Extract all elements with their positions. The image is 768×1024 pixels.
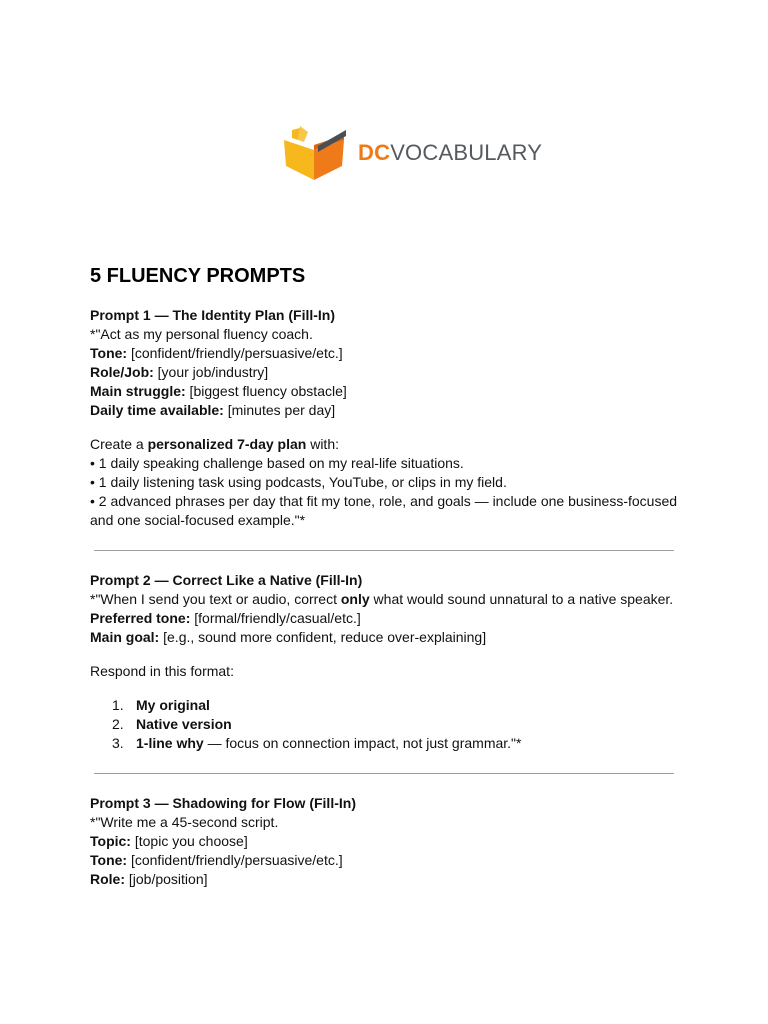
prompt-1-intro: *"Act as my personal fluency coach. (90, 326, 313, 342)
prompt-2-section (90, 571, 680, 753)
list-item: 1. My original (112, 697, 210, 713)
prompt-1-field-struggle: Main struggle: [biggest fluency obstacle] (90, 383, 347, 399)
list-item: 2. Native version (112, 716, 232, 732)
prompt-2-intro: *"When I send you text or audio, correct only what would sound unnatural to a native speaker. (90, 591, 674, 607)
prompt-3-intro: *"Write me a 45-second script. (90, 814, 279, 830)
list-item: 3. 1-line why — focus on connection impact, not just grammar."* (112, 735, 522, 751)
prompt-1-section (90, 306, 680, 530)
prompt-1-bullet: • 2 advanced phrases per day that fit my tone, role, and goals — include one business-focused and one social-focused example."* (90, 493, 678, 528)
page-title: 5 FLUENCY PROMPTS (90, 265, 306, 287)
section-divider (94, 773, 674, 774)
section-divider (94, 550, 674, 551)
prompt-2-heading: Prompt 2 — Correct Like a Native (Fill-In) (90, 572, 363, 588)
prompt-3-section (90, 794, 680, 889)
prompt-3-field-topic: Topic: [topic you choose] (90, 833, 248, 849)
prompt-3-heading: Prompt 3 — Shadowing for Flow (Fill-In) (90, 795, 356, 811)
prompt-3-field-tone: Tone: [confident/friendly/persuasive/etc.] (90, 852, 343, 868)
prompt-1-field-role: Role/Job: [your job/industry] (90, 364, 269, 380)
prompt-1-create-line: Create a personalized 7-day plan with: (90, 436, 339, 452)
prompt-1-bullet: • 1 daily listening task using podcasts, YouTube, or clips in my field. (90, 474, 507, 490)
logo-vocabulary-text: VOCABULARY (390, 140, 543, 165)
prompt-3-field-role: Role: [job/position] (90, 871, 208, 887)
logo-wordmark (358, 142, 542, 164)
prompt-2-field-tone: Preferred tone: [formal/friendly/casual/etc.] (90, 610, 361, 626)
prompt-2-format-list (90, 696, 680, 753)
document-body (90, 263, 680, 889)
prompt-2-field-goal: Main goal: [e.g., sound more confident, reduce over-explaining] (90, 629, 487, 645)
prompt-1-bullet: • 1 daily speaking challenge based on my real-life situations. (90, 455, 464, 471)
prompt-1-field-tone: Tone: [confident/friendly/persuasive/etc.] (90, 345, 343, 361)
open-book-logo-icon (280, 126, 348, 180)
logo-dc-text: DC (358, 140, 391, 165)
prompt-2-respond-line: Respond in this format: (90, 663, 234, 679)
prompt-1-heading: Prompt 1 — The Identity Plan (Fill-In) (90, 307, 336, 323)
prompt-1-field-time: Daily time available: [minutes per day] (90, 402, 336, 418)
dcvocabulary-logo (280, 126, 542, 180)
